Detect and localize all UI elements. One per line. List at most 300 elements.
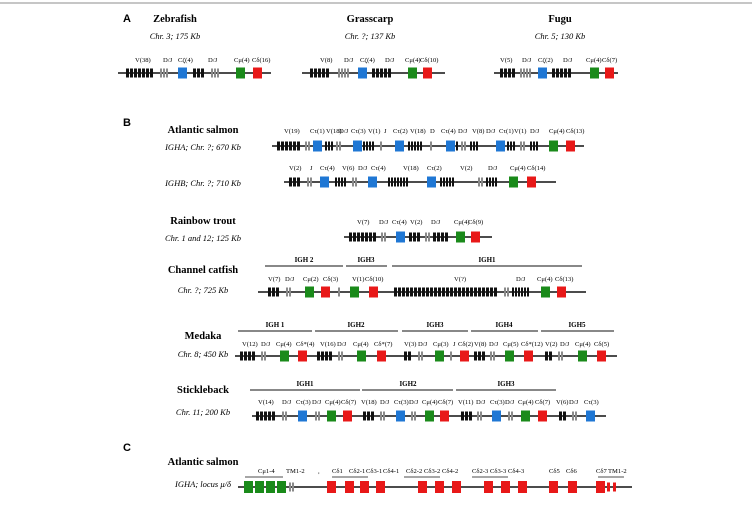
- group-label: IGH3: [357, 256, 375, 264]
- gene-label: Cτ(2): [427, 165, 442, 172]
- v-segment: [411, 142, 413, 151]
- gene-label: Cτ(2): [393, 128, 408, 135]
- c-mu-block: [521, 411, 530, 422]
- grasscarp-name: Grasscarp: [346, 14, 394, 25]
- gene-label: Cτ(3): [490, 399, 505, 406]
- gene-label: D/J: [476, 399, 486, 406]
- v-segment: [437, 233, 440, 242]
- v-segment: [440, 178, 442, 187]
- c-mu-block: [456, 232, 465, 243]
- v-segment: [420, 142, 422, 151]
- c-delta-block: [596, 481, 605, 493]
- gene-label: D/J: [337, 341, 347, 348]
- v-segment: [408, 142, 410, 151]
- v-segment: [344, 178, 346, 187]
- gene-label: V(2): [460, 165, 473, 172]
- c-tau-zeta-block: [353, 141, 362, 152]
- c-mu-block: [541, 287, 550, 298]
- gene-label: Cμ(4): [537, 276, 553, 283]
- stickleback-gene-labels: [258, 399, 599, 406]
- gene-label: D/J: [409, 399, 419, 406]
- v-segment: [486, 288, 489, 297]
- gene-label: Cδ(9): [468, 219, 484, 226]
- trout-name: Rainbow trout: [170, 216, 236, 227]
- v-segment: [515, 288, 517, 297]
- v-segment: [414, 142, 416, 151]
- dj-segment: [508, 412, 510, 421]
- v-segment: [146, 69, 149, 78]
- c-tau-zeta-block: [538, 68, 547, 79]
- v-segment: [363, 142, 365, 151]
- c-tau-zeta-block: [178, 68, 187, 79]
- v-segment: [134, 69, 137, 78]
- gene-label: D/J: [505, 399, 515, 406]
- gene-label: D/J: [530, 128, 540, 135]
- gene-label: Cμ(2): [303, 276, 319, 283]
- v-segment: [466, 288, 469, 297]
- c-tau-zeta-block: [368, 177, 377, 188]
- v-segment: [413, 233, 416, 242]
- gene-label: Cδ(16): [252, 57, 271, 64]
- v-segment: [418, 288, 421, 297]
- gene-label: Cδ1: [332, 468, 343, 475]
- v-segment: [508, 69, 511, 78]
- v-segment: [470, 288, 473, 297]
- gene-label: J: [453, 341, 456, 348]
- gene-label: D/J: [516, 276, 526, 283]
- v-segment: [456, 142, 458, 151]
- dj-segment: [461, 142, 463, 151]
- dj-segment: [430, 142, 432, 151]
- c-mu-block: [266, 481, 275, 493]
- v-segment: [240, 352, 243, 361]
- v-segment: [388, 178, 390, 187]
- gene-label: Cμ(4): [234, 57, 250, 64]
- v-segment: [400, 178, 402, 187]
- v-segment: [560, 69, 563, 78]
- c-mu-block: [244, 481, 253, 493]
- v-segment: [380, 69, 383, 78]
- v-segment: [293, 178, 296, 187]
- gene-label: ,: [318, 468, 320, 475]
- dj-segment: [211, 69, 213, 78]
- c-delta-block: [345, 481, 354, 493]
- gene-label: Cμ(4): [575, 341, 591, 348]
- v-segment: [367, 412, 370, 421]
- v-segment: [559, 412, 562, 421]
- v-segment: [268, 288, 271, 297]
- v-segment: [293, 142, 296, 151]
- v-segment: [272, 412, 275, 421]
- c-mu-block: [578, 351, 587, 362]
- gene-label: Cδ3-3: [490, 468, 507, 475]
- c-delta-block: [613, 483, 616, 492]
- gene-label: Cμ1-4: [258, 468, 275, 475]
- c-mu-block: [305, 287, 314, 298]
- gene-label: D/J: [285, 276, 295, 283]
- gene-label: Cδ(7): [341, 399, 357, 406]
- trout-gene-labels: [357, 219, 483, 226]
- c-delta-block: [298, 351, 307, 362]
- gene-label: D/J: [563, 57, 573, 64]
- dj-segment: [477, 412, 479, 421]
- v-segment: [521, 288, 523, 297]
- c-mu-block: [357, 351, 366, 362]
- dj-segment: [305, 142, 307, 151]
- dj-segment: [380, 142, 382, 151]
- v-segment: [410, 288, 413, 297]
- gene-label: V(7): [357, 219, 370, 226]
- gene-label: Cδ(13): [566, 128, 585, 135]
- c-mu-block: [505, 351, 514, 362]
- stickleback-groups: [250, 380, 556, 390]
- c-delta-block: [377, 351, 386, 362]
- c-tau-zeta-block: [586, 411, 595, 422]
- gene-label: V(2): [289, 165, 302, 172]
- gene-label: D/J: [312, 399, 322, 406]
- c-delta-block: [376, 481, 385, 493]
- v-segment: [357, 233, 360, 242]
- gene-label: J: [310, 165, 313, 172]
- group-label: IGH3: [497, 380, 515, 388]
- v-segment: [500, 69, 503, 78]
- v-segment: [363, 412, 366, 421]
- c-delta-block: [549, 481, 558, 493]
- c-tau-zeta-block: [298, 411, 307, 422]
- dj-segment: [523, 142, 525, 151]
- gene-label: D: [430, 128, 435, 135]
- v-segment: [372, 69, 375, 78]
- v-segment: [512, 288, 514, 297]
- v-segment: [434, 288, 437, 297]
- dj-segment: [355, 178, 357, 187]
- gene-label: Cδ2-1: [349, 468, 366, 475]
- v-segment: [443, 178, 445, 187]
- panel-label-a: A: [123, 13, 131, 25]
- gene-label: Cζ(4): [360, 57, 375, 64]
- gene-label: J: [384, 128, 387, 135]
- dj-segment: [310, 178, 312, 187]
- v-segment: [494, 288, 497, 297]
- v-segment: [277, 142, 280, 151]
- v-segment: [289, 142, 292, 151]
- dj-segment: [523, 69, 525, 78]
- gene-label: D/J: [163, 57, 173, 64]
- c-mu-block: [280, 351, 289, 362]
- gene-label: V(16): [320, 341, 336, 348]
- c-mu-block: [590, 68, 599, 79]
- gene-label: Cδ3-2: [424, 468, 441, 475]
- dj-segment: [425, 233, 427, 242]
- gene-label: Cτ(4): [320, 165, 335, 172]
- gene-label: Cτ(3): [394, 399, 409, 406]
- group-label: IGH4: [495, 321, 513, 329]
- v-segment: [402, 288, 405, 297]
- v-segment: [430, 288, 433, 297]
- zebrafish-gene-labels: [135, 57, 271, 64]
- fugu-gene-labels: [500, 57, 617, 64]
- gene-label: V(8): [320, 57, 333, 64]
- v-segment: [310, 69, 313, 78]
- v-segment: [406, 178, 408, 187]
- c-mu-block: [350, 287, 359, 298]
- salmon-ighb-chr: IGHB; Chr. ?; 710 Kb: [165, 178, 241, 188]
- medaka-groups: [238, 321, 614, 331]
- gene-label: Cζ(4): [178, 57, 193, 64]
- gene-label: Cτ(3): [584, 399, 599, 406]
- v-segment: [197, 69, 200, 78]
- gene-label: Cμ(4): [586, 57, 602, 64]
- dj-segment: [561, 352, 563, 361]
- gene-label: D/J: [489, 341, 499, 348]
- v-segment: [335, 178, 337, 187]
- c-mu-block: [327, 411, 336, 422]
- gene-label: Cτ(4): [371, 165, 386, 172]
- dj-segment: [418, 352, 420, 361]
- gene-label: Cμ(4): [405, 57, 421, 64]
- dj-segment: [341, 352, 343, 361]
- v-segment: [469, 412, 472, 421]
- c-delta-block: [460, 351, 469, 362]
- v-segment: [482, 288, 485, 297]
- v-segment: [297, 178, 300, 187]
- dj-segment: [163, 69, 165, 78]
- dj-segment: [352, 178, 354, 187]
- c-delta-block: [418, 481, 427, 493]
- v-segment: [252, 352, 255, 361]
- group-label: IGH 2: [294, 256, 314, 264]
- v-segment: [489, 178, 491, 187]
- c-tau-zeta-block: [358, 68, 367, 79]
- panel-c-gene-labels: [258, 468, 627, 475]
- gene-label: V(18): [403, 165, 419, 172]
- v-segment: [276, 288, 279, 297]
- v-segment: [349, 233, 352, 242]
- gene-label: Cμ(4): [510, 165, 526, 172]
- v-segment: [473, 142, 475, 151]
- gene-label: V(8): [472, 128, 485, 135]
- v-segment: [398, 288, 401, 297]
- v-segment: [322, 69, 325, 78]
- gene-label: D/J: [418, 341, 428, 348]
- c-delta-block: [343, 411, 352, 422]
- salmon-name: Atlantic salmon: [167, 125, 239, 136]
- panel-label-b: B: [123, 117, 131, 129]
- v-segment: [326, 69, 329, 78]
- zebrafish-chr: Chr. 3; 175 Kb: [149, 31, 201, 41]
- dj-segment: [520, 142, 522, 151]
- gene-label: Cδ(10): [365, 276, 384, 283]
- gene-label: Cδ(10): [420, 57, 439, 64]
- dj-segment: [414, 412, 416, 421]
- v-segment: [130, 69, 133, 78]
- stickleback-chr: Chr. 11; 200 Kb: [175, 407, 231, 417]
- gene-label: V(2): [410, 219, 423, 226]
- grasscarp-gene-labels: [320, 57, 439, 64]
- salmon-ighb-locus: [284, 177, 556, 188]
- v-segment: [369, 233, 372, 242]
- dj-segment: [289, 483, 291, 492]
- v-segment: [318, 69, 321, 78]
- catfish-chr: Chr. ?; 725 Kb: [177, 285, 229, 295]
- gene-label: Cδ(5): [594, 341, 610, 348]
- v-segment: [365, 233, 368, 242]
- gene-label: V(11): [458, 399, 474, 406]
- c-delta-block: [360, 481, 369, 493]
- dj-segment: [450, 352, 452, 361]
- gene-label: D/J: [488, 165, 498, 172]
- dj-segment: [166, 69, 168, 78]
- v-segment: [201, 69, 204, 78]
- v-segment: [442, 288, 445, 297]
- v-segment: [490, 288, 493, 297]
- v-segment: [325, 142, 327, 151]
- fugu-locus: [494, 68, 618, 79]
- v-segment: [314, 69, 317, 78]
- panel-c-locus-label: IGHA; locus μ/δ: [175, 479, 231, 489]
- gene-label: D/J: [344, 57, 354, 64]
- gene-label: Cμ(4): [422, 399, 438, 406]
- v-segment: [461, 412, 464, 421]
- catfish-groups: [265, 256, 582, 266]
- v-segment: [482, 352, 485, 361]
- gene-label: Cδ4-3: [508, 468, 525, 475]
- trout-chr: Chr. 1 and 12; 125 Kb: [164, 233, 242, 243]
- v-segment: [403, 178, 405, 187]
- v-segment: [504, 69, 507, 78]
- gene-label: Cμ(4): [325, 399, 341, 406]
- v-segment: [264, 412, 267, 421]
- gene-label: Cτ(3): [296, 399, 311, 406]
- c-delta-block: [568, 481, 577, 493]
- gene-label: Cτ(3): [351, 128, 366, 135]
- gene-label: Cδ(14): [527, 165, 546, 172]
- v-segment: [524, 288, 526, 297]
- c-delta-block: [607, 483, 610, 492]
- gene-label: Cδ3-1: [366, 468, 383, 475]
- v-segment: [563, 412, 566, 421]
- panel-c-species-name: Atlantic salmon: [167, 457, 239, 468]
- v-segment: [317, 352, 320, 361]
- dj-segment: [214, 69, 216, 78]
- c-tau-zeta-block: [427, 177, 436, 188]
- gene-label: D/J: [560, 341, 570, 348]
- group-label: IGH3: [426, 321, 444, 329]
- c-mu-block: [435, 351, 444, 362]
- gene-label: V(19): [284, 128, 300, 135]
- v-segment: [338, 178, 340, 187]
- v-segment: [474, 288, 477, 297]
- dj-segment: [308, 142, 310, 151]
- v-segment: [568, 69, 571, 78]
- dj-segment: [318, 412, 320, 421]
- trout-locus: [344, 232, 492, 243]
- group-label: IGH1: [478, 256, 496, 264]
- salmon-igha-chr: IGHA; Chr. ?; 670 Kb: [165, 142, 241, 152]
- v-segment: [193, 69, 196, 78]
- dj-segment: [384, 233, 386, 242]
- c-tau-zeta-block: [446, 141, 455, 152]
- dj-segment: [217, 69, 219, 78]
- c-delta-block: [605, 68, 614, 79]
- dj-segment: [338, 69, 340, 78]
- c-mu-block: [255, 481, 264, 493]
- grasscarp-locus: [302, 68, 445, 79]
- dj-segment: [282, 412, 284, 421]
- v-segment: [384, 69, 387, 78]
- v-segment: [556, 69, 559, 78]
- catfish-name: Channel catfish: [167, 265, 239, 276]
- v-segment: [373, 233, 376, 242]
- v-segment: [452, 178, 454, 187]
- v-segment: [408, 352, 411, 361]
- dj-segment: [480, 412, 482, 421]
- gene-label: Cμ(4): [454, 219, 470, 226]
- dj-segment: [381, 233, 383, 242]
- group-label: IGH 1: [265, 321, 285, 329]
- c-delta-block: [501, 481, 510, 493]
- v-segment: [409, 233, 412, 242]
- dj-segment: [481, 178, 483, 187]
- gene-label: V(1): [352, 276, 365, 283]
- v-segment: [465, 412, 468, 421]
- salmon-ighb-labels: [289, 165, 546, 172]
- v-segment: [536, 142, 538, 151]
- dj-segment: [464, 142, 466, 151]
- v-segment: [272, 288, 275, 297]
- v-segment: [438, 288, 441, 297]
- gene-label: V(5): [500, 57, 513, 64]
- gene-label: D/J: [431, 219, 441, 226]
- stickleback-name: Stickleback: [177, 385, 229, 396]
- v-segment: [325, 352, 328, 361]
- v-segment: [454, 288, 457, 297]
- v-segment: [422, 288, 425, 297]
- c-tau-zeta-block: [496, 141, 505, 152]
- dj-segment: [383, 412, 385, 421]
- v-segment: [248, 352, 251, 361]
- v-segment: [394, 288, 397, 297]
- gene-label: V(3): [404, 341, 417, 348]
- gene-label: Cδ(7): [438, 399, 454, 406]
- panel-label-c: C: [123, 442, 131, 454]
- gene-label: V(12): [242, 341, 258, 348]
- gene-label: D/J: [208, 57, 218, 64]
- gene-label: V(6): [342, 165, 355, 172]
- gene-label: Cμ(4): [549, 128, 565, 135]
- v-segment: [404, 352, 407, 361]
- v-segment: [397, 178, 399, 187]
- v-segment: [458, 288, 461, 297]
- dj-segment: [511, 412, 513, 421]
- dj-segment: [380, 412, 382, 421]
- v-segment: [406, 288, 409, 297]
- c-delta-block: [566, 141, 575, 152]
- panel-c: [168, 457, 632, 493]
- v-segment: [417, 142, 419, 151]
- gene-label: Cδ(7): [535, 399, 551, 406]
- gene-label: Cδ2-3: [472, 468, 489, 475]
- c-delta-block: [484, 481, 493, 493]
- c-delta-block: [369, 287, 378, 298]
- fugu-name: Fugu: [548, 14, 572, 25]
- gene-label: Cτ(1): [310, 128, 325, 135]
- gene-label: Cτ(1): [499, 128, 514, 135]
- v-segment: [376, 69, 379, 78]
- c-tau-zeta-block: [313, 141, 322, 152]
- v-segment: [331, 142, 333, 151]
- c-delta-block: [435, 481, 444, 493]
